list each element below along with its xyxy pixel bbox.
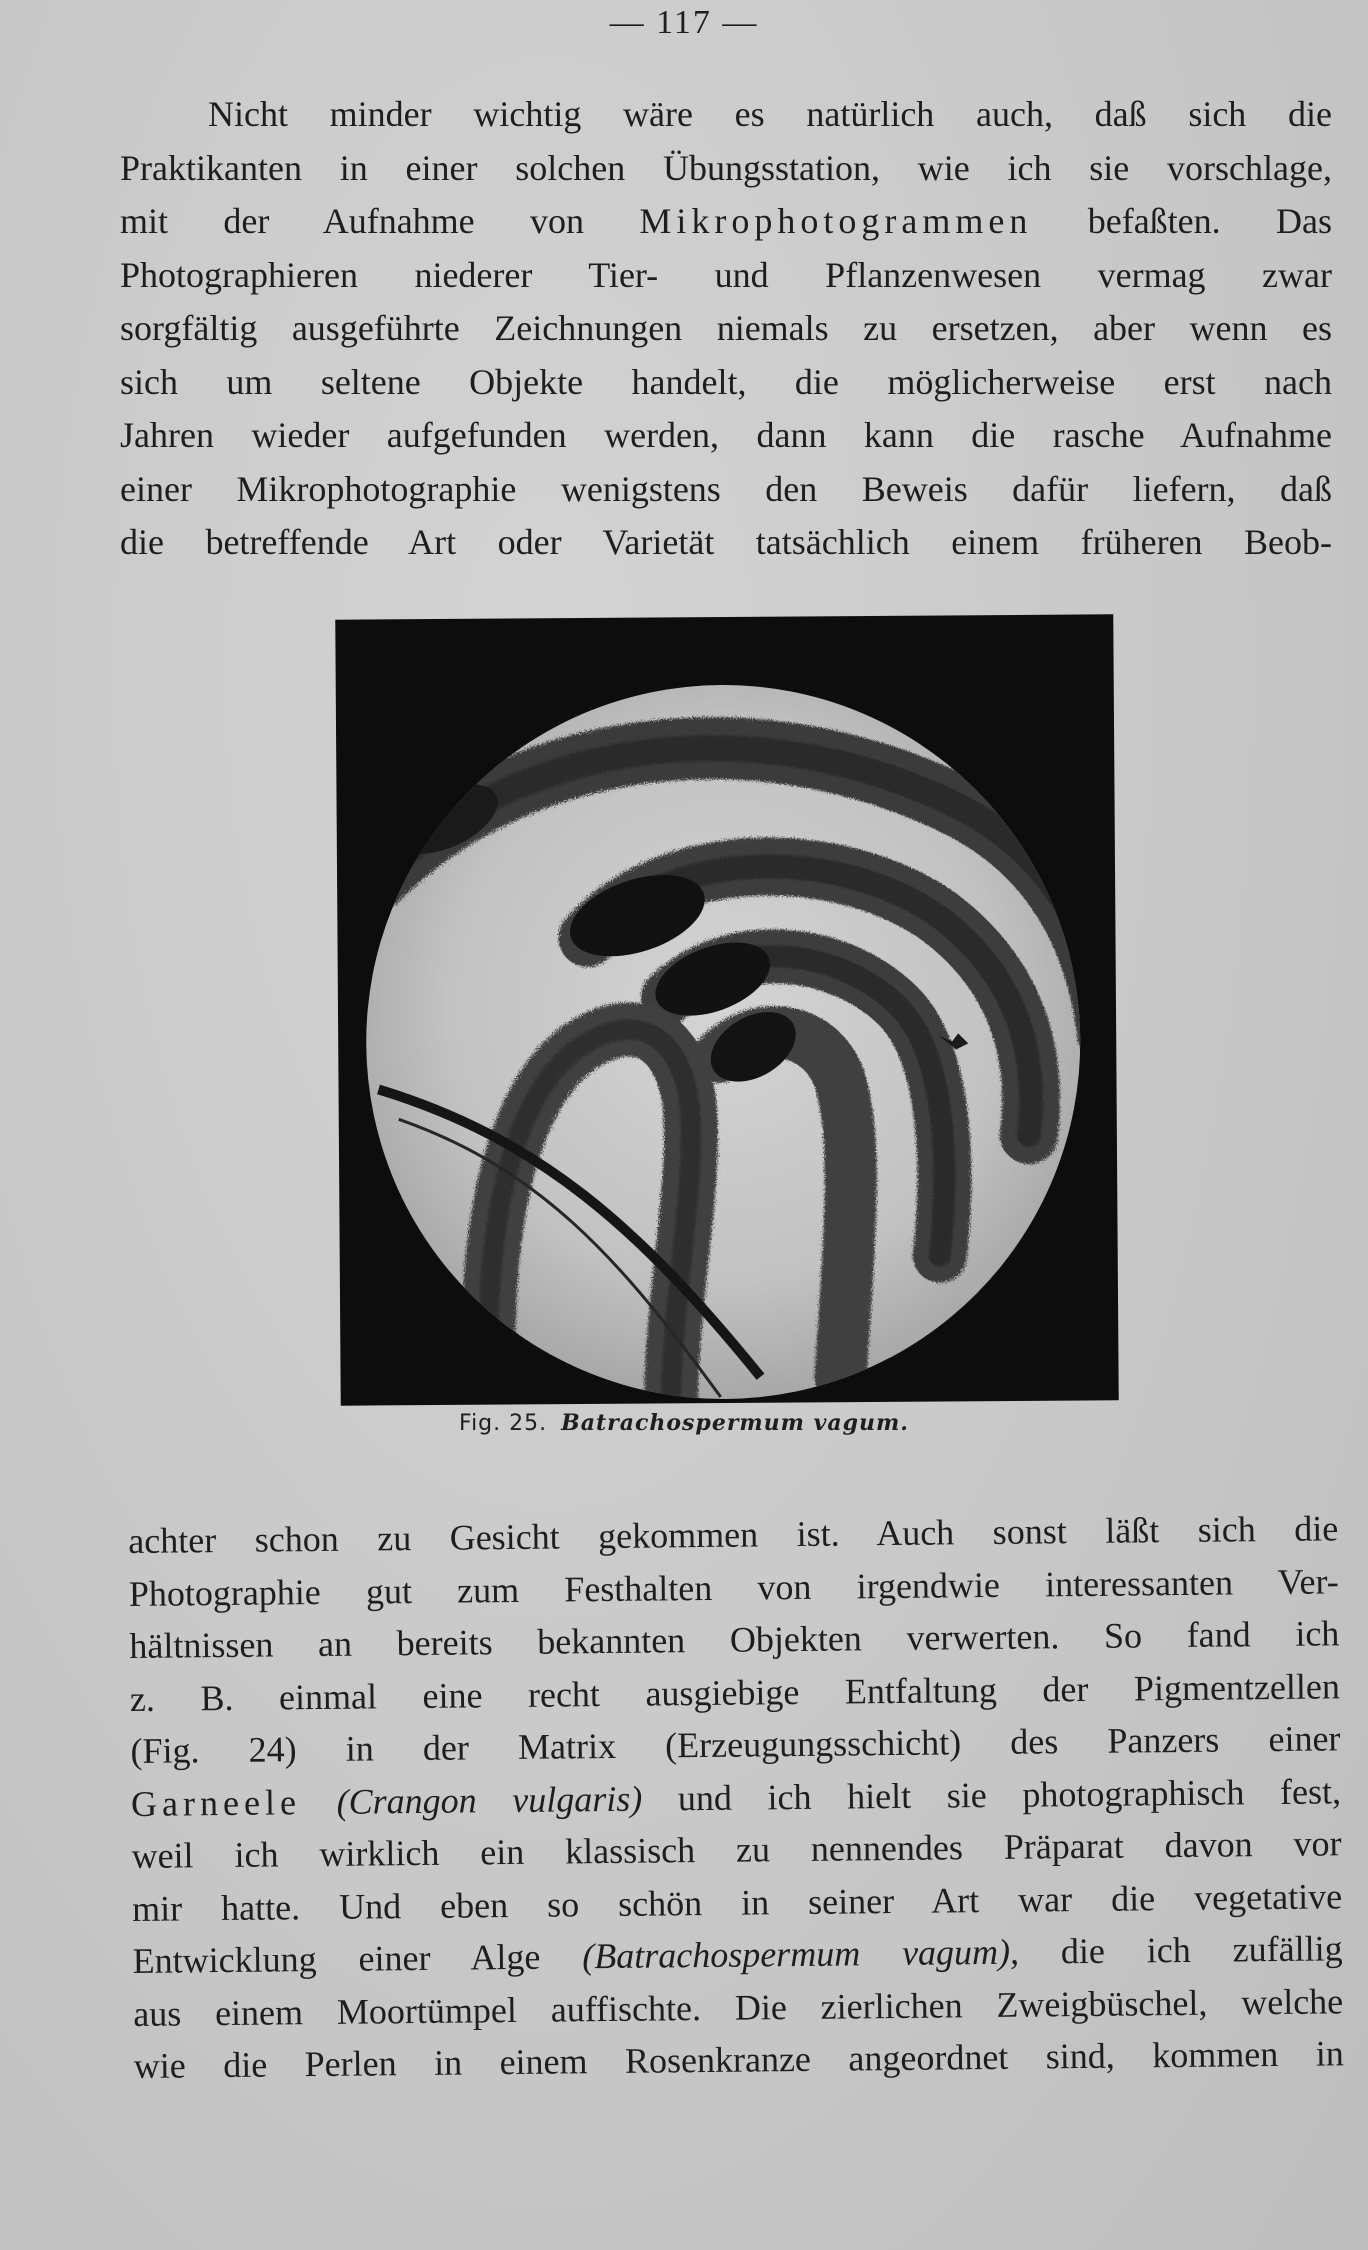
- text-line: wie die Perlen in einem Rosenkranze angeordnet sind, kommen in: [133, 2033, 1344, 2086]
- text-line: die betreffende Art oder Varietät tatsächlich einem früheren Beob-: [120, 522, 1332, 562]
- text-line: Photographieren niederer Tier- und Pflanzenwesen vermag zwar: [120, 254, 1332, 295]
- text-line: hältnissen an bereits bekannten Objekten verwerten. So fand ich: [129, 1613, 1340, 1666]
- spaced-term: Mikrophotogrammen: [639, 201, 1033, 241]
- text-segment: befaßten. Das: [1087, 201, 1332, 241]
- text-line: sorgfältig ausgeführte Zeichnungen niemals zu ersetzen, aber wenn es: [120, 308, 1332, 348]
- text-segment: Entwicklung einer Alge: [132, 1936, 541, 1981]
- text-line: [120, 195, 1332, 249]
- text-line: Jahren wieder aufgefunden werden, dann kann die rasche Aufnahme: [120, 415, 1332, 455]
- text-line: mir hatte. Und eben so schön in seiner Art war die vegetative: [131, 1875, 1343, 1929]
- text-segment: die ich zufällig: [1060, 1928, 1343, 1972]
- text-line: aus einem Moortümpel auffischte. Die zierlichen Zweigbüschel, welche: [133, 1980, 1344, 2034]
- text-line: Praktikanten in einer solchen Übungsstation, wie ich sie vorschlage,: [120, 147, 1332, 188]
- text-segment: mit der Aufnahme von: [120, 201, 585, 241]
- text-line: Photographie gut zum Festhalten von irgendwie interessanten Ver-: [128, 1560, 1339, 1614]
- text-line: weil ich wirklich ein klassisch zu nennendes Präparat davon vor: [131, 1823, 1342, 1876]
- figure-title: Batrachospermum vagum.: [561, 1410, 909, 1436]
- micrograph-figure: [335, 614, 1118, 1405]
- text-segment: und ich hielt sie photographisch fest,: [677, 1770, 1342, 1818]
- text-line: z. B. einmal eine recht ausgiebige Entfaltung der Pigmentzellen: [129, 1665, 1341, 1719]
- figure-number: Fig. 25.: [459, 1411, 548, 1436]
- figure-caption: [0, 1410, 1368, 1436]
- text-line: sich um seltene Objekte handelt, die möglicherweise erst nach: [120, 361, 1332, 402]
- paragraph-top: [120, 88, 1332, 570]
- paragraph-bottom: [128, 1502, 1344, 2092]
- micrograph-image: [335, 614, 1118, 1405]
- text-line: einer Mikrophotographie wenigstens den Beweis dafür liefern, daß: [120, 468, 1332, 509]
- species-name: (Crangon vulgaris): [336, 1778, 643, 1822]
- text-line: (Fig. 24) in der Matrix (Erzeugungsschicht) des Panzers einer: [130, 1718, 1341, 1771]
- text-line: Nicht minder wichtig wäre es natürlich auch, daß sich die: [208, 94, 1332, 134]
- spaced-term: Garneele: [130, 1781, 302, 1824]
- species-name: (Batrachospermum vagum),: [582, 1931, 1020, 1977]
- page-number: — 117 —: [609, 4, 759, 41]
- text-line: achter schon zu Gesicht gekommen ist. Auch sonst läßt sich die: [128, 1508, 1339, 1561]
